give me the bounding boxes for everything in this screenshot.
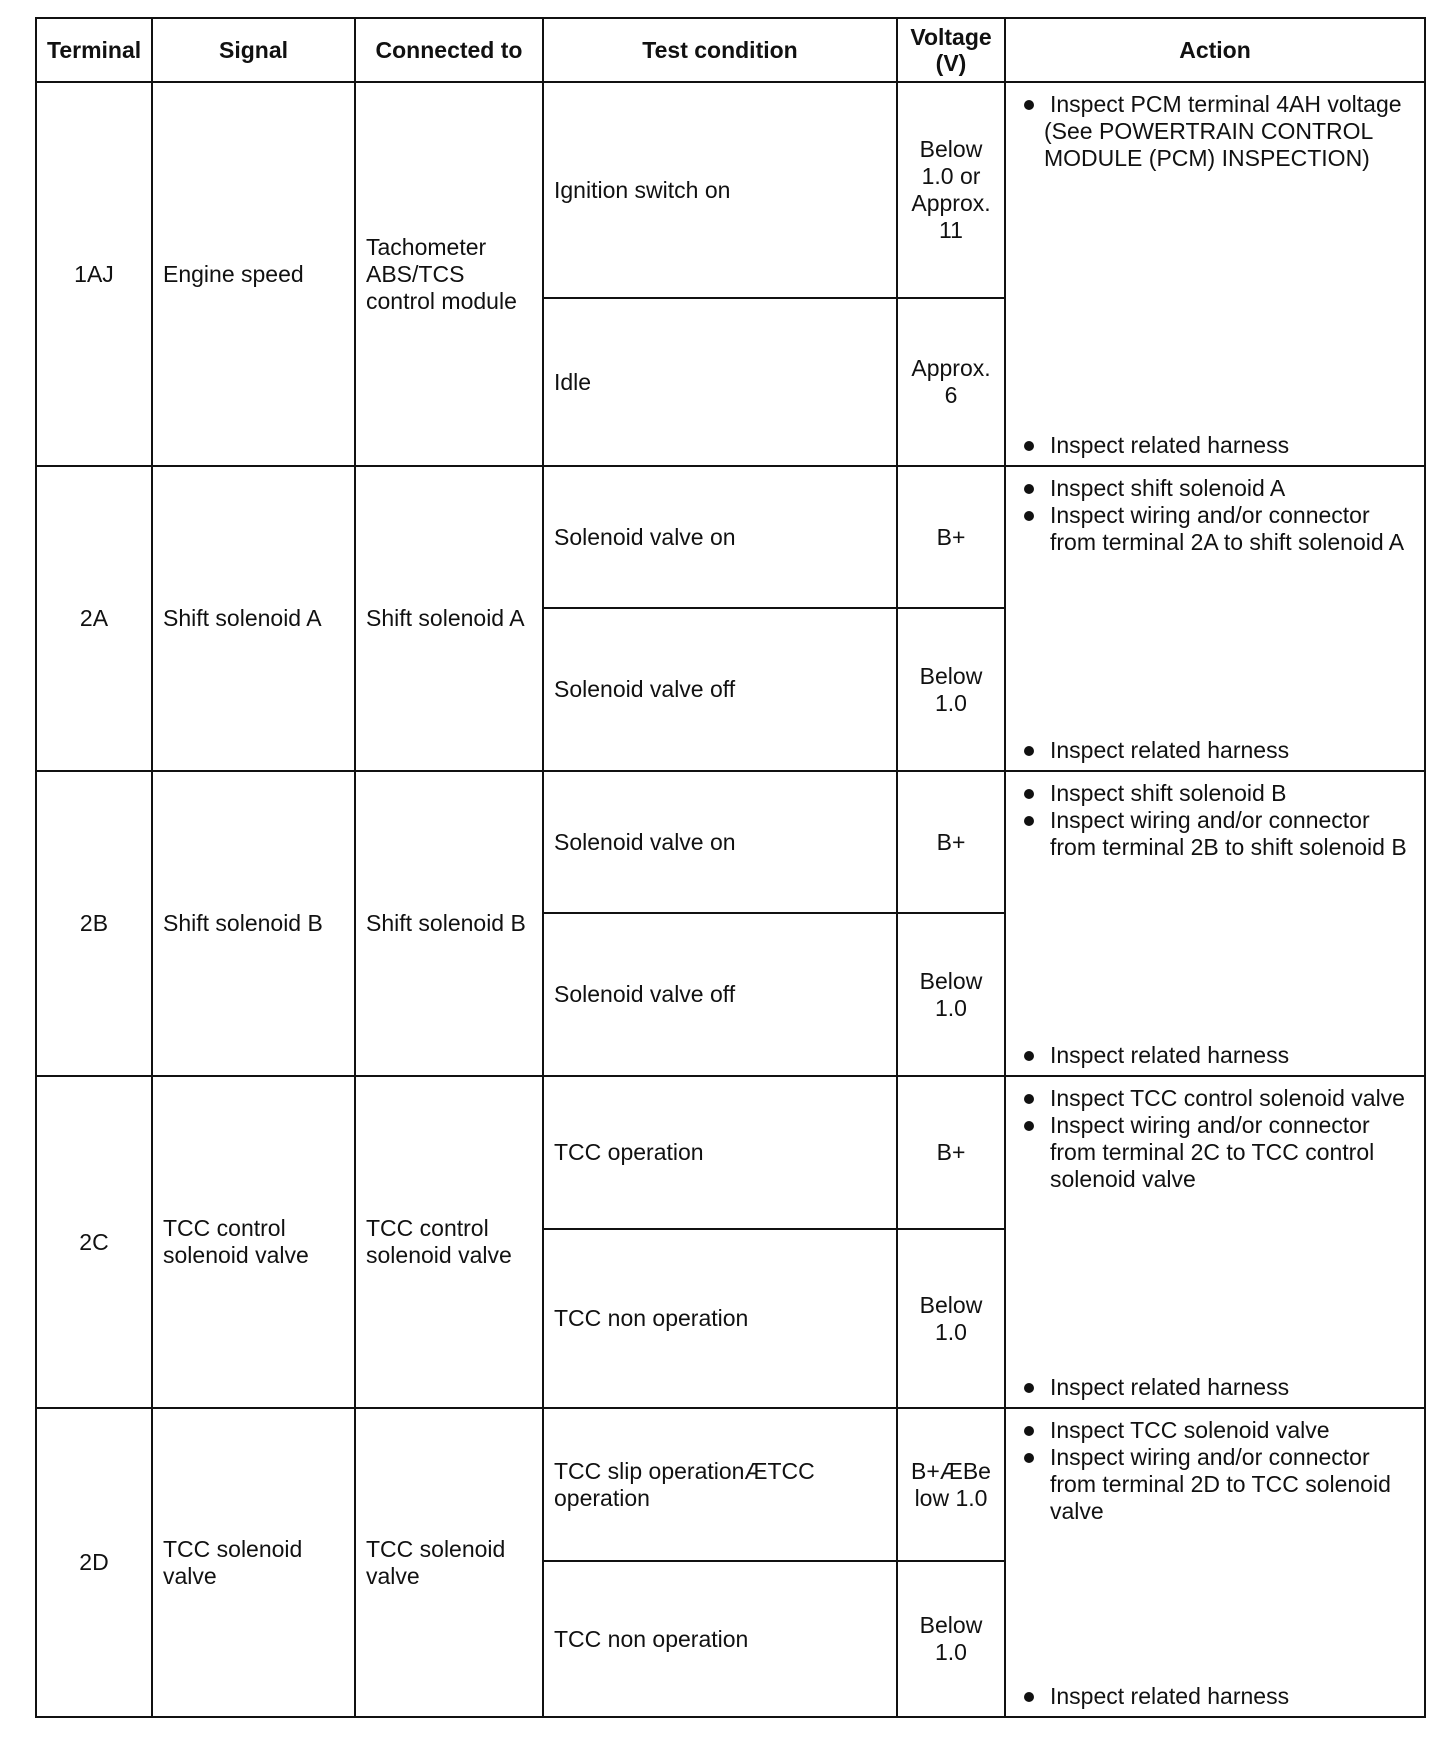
voltage-cell: B+ xyxy=(897,771,1005,913)
test-condition-cell: Solenoid valve off xyxy=(543,608,897,771)
action-item: Inspect shift solenoid A xyxy=(1020,475,1414,502)
action-item-final: Inspect related harness xyxy=(1020,1374,1414,1401)
action-item: Inspect shift solenoid B xyxy=(1020,780,1414,807)
voltage-cell: Below 1.0 xyxy=(897,913,1005,1076)
action-cell xyxy=(1005,771,1425,1076)
connected-to-cell: TCC control solenoid valve xyxy=(355,1076,543,1408)
action-item-final: Inspect related harness xyxy=(1020,737,1414,764)
header-test-condition: Test condition xyxy=(543,18,897,82)
action-cell xyxy=(1005,466,1425,771)
action-item-final: Inspect related harness xyxy=(1020,1683,1414,1710)
action-item: Inspect wiring and/or connector from terminal 2D to TCC solenoid valve xyxy=(1020,1444,1414,1525)
action-item: Inspect PCM terminal 4AH voltage xyxy=(1020,91,1414,118)
connected-to-cell: Shift solenoid B xyxy=(355,771,543,1076)
terminal-cell: 2C xyxy=(36,1076,152,1408)
header-action: Action xyxy=(1005,18,1425,82)
terminal-inspection-table xyxy=(35,17,1426,1718)
test-condition-cell: TCC operation xyxy=(543,1076,897,1229)
header-terminal: Terminal xyxy=(36,18,152,82)
test-condition-cell: TCC non operation xyxy=(543,1229,897,1408)
terminal-cell: 2A xyxy=(36,466,152,771)
terminal-cell: 2B xyxy=(36,771,152,1076)
table-row xyxy=(36,1076,1425,1229)
test-condition-cell: Solenoid valve on xyxy=(543,771,897,913)
table-row xyxy=(36,1408,1425,1561)
signal-cell: Shift solenoid A xyxy=(152,466,355,771)
action-cell xyxy=(1005,1408,1425,1717)
terminal-cell: 1AJ xyxy=(36,82,152,466)
test-condition-cell: Ignition switch on xyxy=(543,82,897,298)
action-cell xyxy=(1005,82,1425,466)
header-signal: Signal xyxy=(152,18,355,82)
connected-to-cell: TCC solenoid valve xyxy=(355,1408,543,1717)
action-cell xyxy=(1005,1076,1425,1408)
voltage-cell: B+ÆBe low 1.0 xyxy=(897,1408,1005,1561)
voltage-cell: Below 1.0 or Approx. 11 xyxy=(897,82,1005,298)
voltage-cell: Approx. 6 xyxy=(897,298,1005,466)
action-item-final: Inspect related harness xyxy=(1020,432,1414,459)
action-item: Inspect wiring and/or connector from terminal 2A to shift solenoid A xyxy=(1020,502,1414,556)
signal-cell: Engine speed xyxy=(152,82,355,466)
voltage-cell: B+ xyxy=(897,466,1005,608)
connected-to-cell: Shift solenoid A xyxy=(355,466,543,771)
test-condition-cell: TCC non operation xyxy=(543,1561,897,1717)
table-row xyxy=(36,82,1425,298)
action-item: Inspect TCC solenoid valve xyxy=(1020,1417,1414,1444)
voltage-cell: Below 1.0 xyxy=(897,608,1005,771)
table-row xyxy=(36,771,1425,913)
action-item: Inspect TCC control solenoid valve xyxy=(1020,1085,1414,1112)
test-condition-cell: Solenoid valve off xyxy=(543,913,897,1076)
header-connected-to: Connected to xyxy=(355,18,543,82)
voltage-cell: Below 1.0 xyxy=(897,1561,1005,1717)
terminal-cell: 2D xyxy=(36,1408,152,1717)
header-row xyxy=(36,18,1425,82)
signal-cell: Shift solenoid B xyxy=(152,771,355,1076)
connected-to-cell: Tachometer ABS/TCS control module xyxy=(355,82,543,466)
test-condition-cell: Solenoid valve on xyxy=(543,466,897,608)
test-condition-cell: TCC slip operationÆTCC operation xyxy=(543,1408,897,1561)
table-row xyxy=(36,466,1425,608)
voltage-cell: Below 1.0 xyxy=(897,1229,1005,1408)
action-item: Inspect wiring and/or connector from terminal 2C to TCC control solenoid valve xyxy=(1020,1112,1414,1193)
signal-cell: TCC control solenoid valve xyxy=(152,1076,355,1408)
signal-cell: TCC solenoid valve xyxy=(152,1408,355,1717)
action-item-final: Inspect related harness xyxy=(1020,1042,1414,1069)
action-item: Inspect wiring and/or connector from terminal 2B to shift solenoid B xyxy=(1020,807,1414,861)
header-voltage: Voltage (V) xyxy=(897,18,1005,82)
action-note: (See POWERTRAIN CONTROL MODULE (PCM) INSPECTION) xyxy=(1044,118,1373,171)
voltage-cell: B+ xyxy=(897,1076,1005,1229)
test-condition-cell: Idle xyxy=(543,298,897,466)
